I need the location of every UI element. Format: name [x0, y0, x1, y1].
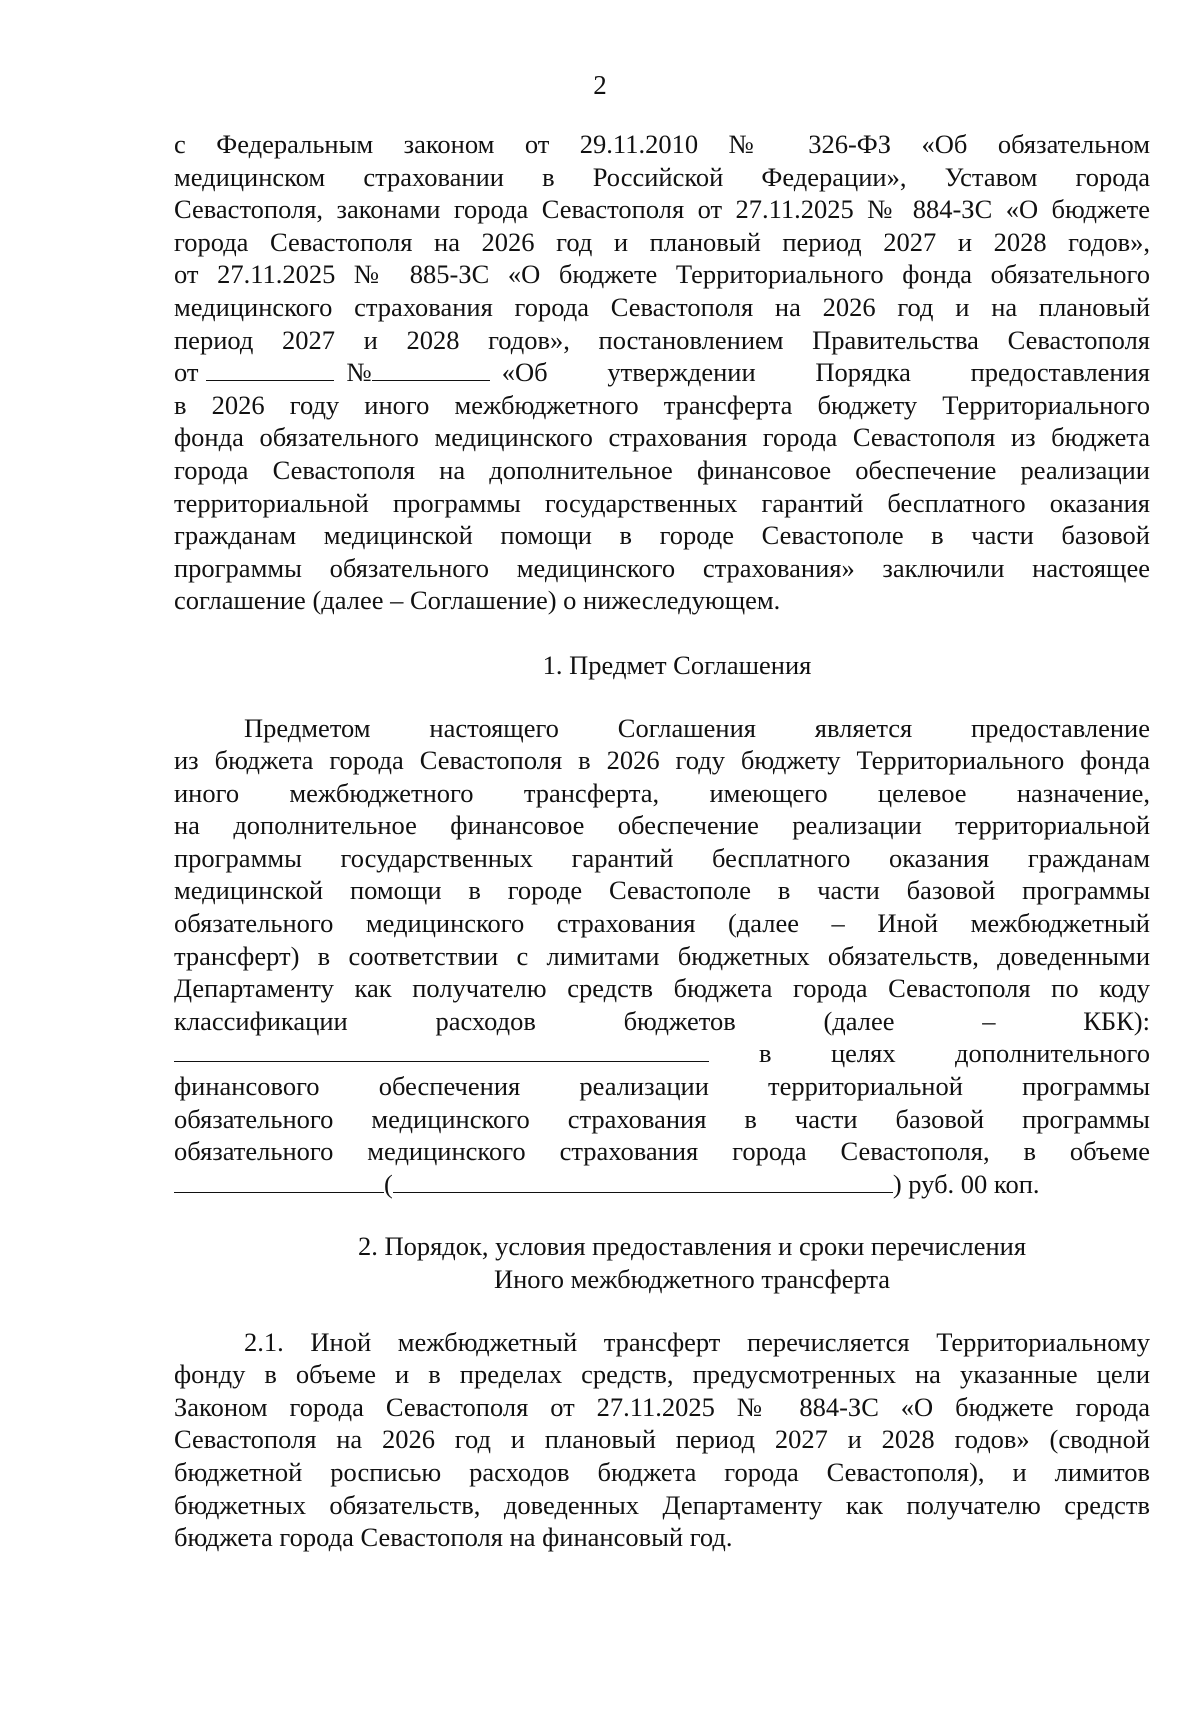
text-line: бюджетных обязательств, доведенных Департаменту как получателю средств	[174, 1489, 1150, 1520]
kbk-line	[174, 1037, 1150, 1070]
text-line: обязательного медицинского страхования города Севастополя, в объеме	[174, 1136, 1150, 1167]
text-line: финансового обеспечения реализации территориальной программы	[174, 1071, 1150, 1102]
text-line: на дополнительное финансовое обеспечение реализации территориальной	[174, 810, 1150, 841]
from-label: от	[174, 357, 199, 388]
text-line: период 2027 и 2028 годов», постановлением Правительства Севастополя	[174, 324, 1150, 355]
text-line: бюджетной росписью расходов бюджета города Севастополя), и лимитов	[174, 1456, 1150, 1487]
kbk-blank	[174, 1038, 709, 1063]
text-line: обязательного медицинского страхования в части базовой программы	[174, 1103, 1150, 1134]
text-line: обязательного медицинского страхования (далее – Иной межбюджетный	[174, 908, 1150, 939]
text-fragment: в целях дополнительного	[759, 1038, 1150, 1069]
open-paren: (	[384, 1168, 393, 1199]
text-line: Законом города Севастополя от 27.11.2025 № 884-ЗС «О бюджете города	[174, 1391, 1150, 1422]
text-line: иного межбюджетного трансферта, имеющего целевое назначение,	[174, 777, 1150, 808]
section-heading: 1. Предмет Соглашения	[542, 649, 812, 680]
text-line: территориальной программы государственных гарантий бесплатного оказания	[174, 487, 1150, 518]
text-line: города Севастополя на дополнительное финансовое обеспечение реализации	[174, 454, 1150, 485]
text-line: фонда обязательного медицинского страхования города Севастополя из бюджета	[174, 422, 1150, 453]
text-line: программы государственных гарантий бесплатного оказания гражданам	[174, 842, 1150, 873]
page-number: 2	[593, 70, 607, 100]
date-blank	[206, 356, 334, 381]
text-line: фонду в объеме и в пределах средств, предусмотренных на указанные цели	[174, 1359, 1150, 1390]
number-blank	[372, 356, 490, 381]
text-line: медицинского страхования города Севастополя на 2026 год и на плановый	[174, 291, 1150, 322]
text-line: соглашение (далее – Соглашение) о нижеследующем.	[174, 585, 781, 616]
text-line: в 2026 году иного межбюджетного трансферта бюджету Территориального	[174, 389, 1150, 420]
number-sign: №	[346, 357, 372, 388]
text-line: программы обязательного медицинского страхования» заключили настоящее	[174, 552, 1150, 583]
text-line: 2.1. Иной межбюджетный трансферт перечисляется Территориальному	[244, 1326, 1150, 1357]
text-line: Департаменту как получателю средств бюджета города Севастополя по коду	[174, 973, 1150, 1004]
amount-line	[174, 1168, 1150, 1201]
section-heading-line: Иного межбюджетного трансферта	[493, 1264, 891, 1294]
intro-paragraph	[174, 128, 1150, 617]
text-line: города Севастополя на 2026 год и плановый период 2027 и 2028 годов»,	[174, 226, 1150, 257]
text-line: Севастополя, законами города Севастополя от 27.11.2025 № 884-ЗС «О бюджете	[174, 194, 1150, 225]
amount-digits-blank	[174, 1168, 384, 1193]
amount-words-blank	[393, 1168, 893, 1193]
text-line: бюджета города Севастополя на финансовый год.	[174, 1522, 733, 1553]
text-line: с Федеральным законом от 29.11.2010 № 326-ФЗ «Об обязательном	[174, 129, 1150, 159]
text-line: медицинской помощи в городе Севастополе в части базовой программы	[174, 875, 1150, 906]
section1-paragraph	[174, 712, 1150, 1201]
text-fragment: «Об утверждении Порядка предоставления	[501, 357, 1150, 388]
text-line: гражданам медицинской помощи в городе Севастополе в части базовой	[174, 520, 1150, 551]
text-line: трансферт) в соответствии с лимитами бюджетных обязательств, доведенными	[174, 940, 1150, 971]
currency-text: ) руб. 00 коп.	[892, 1168, 1040, 1199]
section2-paragraph	[174, 1326, 1150, 1554]
text-line: Севастополя на 2026 год и плановый период 2027 и 2028 годов» (сводной	[174, 1424, 1150, 1455]
text-line-with-blanks	[174, 356, 1150, 389]
text-line: Предметом настоящего Соглашения является предоставление	[244, 712, 1150, 743]
text-line: классификации расходов бюджетов (далее – КБК):	[174, 1005, 1150, 1036]
section-heading	[174, 1230, 1150, 1295]
text-line: от 27.11.2025 № 885-ЗС «О бюджете Территориального фонда обязательного	[174, 259, 1150, 290]
text-line: медицинском страховании в Российской Федерации», Уставом города	[174, 161, 1150, 192]
text-line: из бюджета города Севастополя в 2026 году бюджету Территориального фонда	[174, 745, 1150, 776]
section-heading-line: 2. Порядок, условия предоставления и сроки перечисления	[357, 1231, 1027, 1262]
document-body	[174, 128, 1150, 1554]
